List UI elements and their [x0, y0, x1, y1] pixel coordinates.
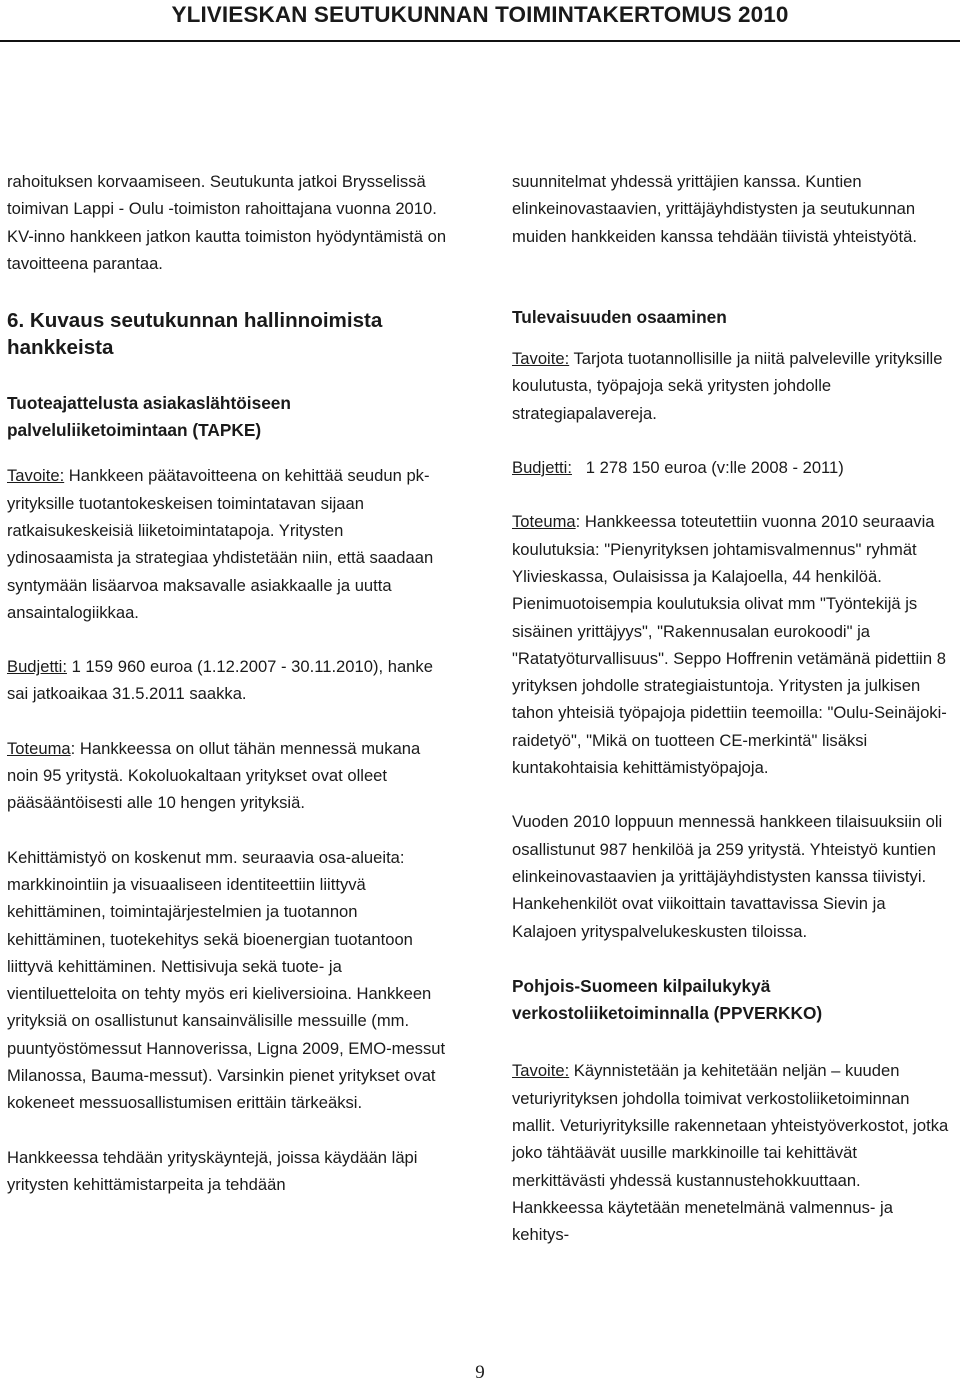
- page-number: 9: [475, 1362, 485, 1383]
- p1-participants-paragraph: Vuoden 2010 loppuun mennessä hankkeen tilaisuuksiin oli osallistunut 987 henkilöä ja 259 yritystä. Yhteistyö kuntien elinkeinovastaavien ja yrittäjäyhdistysten kanssa tiivistyi. Hankehenkilöt ovat viikoittain tavattavissa Sievin ja Kalajoen yrityspalvelukeskusten tiloissa.: [512, 812, 943, 941]
- p1-budget-paragraph: [512, 454, 952, 481]
- tapke-budget-paragraph: [7, 653, 447, 708]
- goal-text: Hankkeen päätavoitteena on kehittää seudun pk-yrityksille tuotantokeskeisen toimintatavan sijaan ratkaisukeskeisiä liiketoimintatapoja. Yritysten ydinosaamista ja strategiaa yhdistetään niin, että saadaan syntymään lisäarvoa maksavalle asiakkaalle ja uutta ansaintalogiikkaa.: [7, 466, 434, 622]
- project-title-tapke: Tuoteajattelusta asiakaslähtöiseen palveluliiketoimintaan (TAPKE): [7, 392, 291, 441]
- outcome-text: : Hankkeessa on ollut tähän mennessä mukana noin 95 yritystä. Kokoluokaltaan yritykset ovat olleet pääsääntöisesti alle 10 hengen yrityksiä.: [7, 738, 421, 813]
- p1-budget-label: Budjetti:: [512, 458, 572, 478]
- budget-label: Budjetti:: [7, 657, 67, 677]
- p1-outcome-text: : Hankkeessa toteutettiin vuonna 2010 seuraavia koulutuksia: "Pienyrityksen johtamisvalmennus" ryhmät Ylivieskassa, Oulaisissa ja Kalajoella, 44 henkilöä. Pienimuotoisempia koulutuksia olivat mm "Työntekijä js sisäinen yrittäjyys", "Rakennusalan eurokoodi" ja "Ratatyöturvallisuus". Seppo Hoffrenin vetämänä pidettiin 8 yrityksen johdolle strategiaistuntoja. Yritysten ja julkisen tahon yhteisiä työpajoja pidettiin teemoilla: "Oulu-Seinäjoki-raidetyö", "Mikä on tuotteen CE-merkintä" lisäksi kuntakohtaisia kehittämistyöpajoja.: [512, 512, 947, 778]
- left-intro-paragraph: rahoituksen korvaamiseen. Seutukunta jatkoi Brysselissä toimivan Lappi - Oulu -toimiston rahoittajana vuonna 2010. KV-inno hankkeen jatkon kautta toimiston hyödyntämistä on tavoitteena parantaa.: [7, 172, 447, 273]
- p2-goal-paragraph: [512, 1057, 952, 1248]
- right-column: [512, 168, 952, 1249]
- left-column: [7, 168, 447, 1198]
- document-header: YLIVIESKAN SEUTUKUNNAN TOIMINTAKERTOMUS 2010: [171, 2, 789, 27]
- p1-budget-text: 1 278 150 euroa (v:lle 2008 - 2011): [571, 458, 844, 478]
- p1-goal-label: Tavoite:: [512, 349, 570, 369]
- right-intro-paragraph: suunnitelmat yhdessä yrittäjien kanssa. Kuntien elinkeinovastaavien, yrittäjäyhdistysten ja seutukunnan muiden hankkeiden kanssa tehdään tiivistä yhteistyötä.: [512, 172, 917, 246]
- goal-label: Tavoite:: [7, 466, 65, 486]
- tapke-goal-paragraph: [7, 462, 447, 626]
- section-heading: 6. Kuvaus seutukunnan hallinnoimista hankkeista: [7, 309, 383, 360]
- tapke-visits-paragraph: Hankkeessa tehdään yrityskäyntejä, joissa käydään läpi yritysten kehittämistarpeita ja tehdään: [7, 1147, 418, 1194]
- project-title-tulevaisuuden-osaaminen: Tulevaisuuden osaaminen: [512, 306, 727, 327]
- outcome-label: Toteuma: [7, 738, 71, 758]
- p2-goal-label: Tavoite:: [512, 1061, 570, 1081]
- tapke-outcome-paragraph: [7, 735, 447, 817]
- p1-outcome-paragraph: [512, 508, 952, 781]
- p1-goal-text: Tarjota tuotannollisille ja niitä palveleville yrityksille koulutusta, työpajoja sekä yritysten johdolle strategiapalavereja.: [512, 349, 943, 423]
- budget-text: 1 159 960 euroa (1.12.2007 - 30.11.2010), hanke sai jatkoaikaa 31.5.2011 saakka.: [7, 657, 433, 704]
- p2-goal-text: Käynnistetään ja kehitetään neljän – kuuden veturiyrityksen johdolla toimivat verkostoliiketoiminnan mallit. Veturiyrityksille rakennetaan yhteistyöverkostot, jotka joko tähtäävät uusille markkinoille tai kehittävät merkittävästi yhdessä kustannustehokkuuttaan. Hankkeessa käytetään menetelmänä valmennus- ja kehitys-: [512, 1061, 949, 1245]
- p1-goal-paragraph: [512, 345, 952, 427]
- p1-outcome-label: Toteuma: [512, 512, 576, 532]
- header-rule: [0, 40, 960, 42]
- tapke-development-paragraph: Kehittämistyö on koskenut mm. seuraavia osa-alueita: markkinointiin ja visuaaliseen identiteettiin liittyvä kehittäminen, toimintajärjestelmien ja tuotannon kehittäminen, tuotekehitys sekä bioenergian tuotantoon liittyvä kehittäminen. Nettisivuja sekä tuote- ja vientiluetteloita on tehty myös eri kieliversioina. Hankkeen yrityksiä on osallistunut kansainvälisille messuille (mm. puuntyöstömessut Hannoverissa, Ligna 2009, EMO-messut Milanossa, Bauma-messut). Varsinkin pienet yritykset ovat kokeneet messuosallistumisen erittäin tärkeäksi.: [7, 847, 446, 1113]
- project-title-ppverkko: Pohjois-Suomeen kilpailukykyä verkostoliiketoiminnalla (PPVERKKO): [512, 975, 823, 1024]
